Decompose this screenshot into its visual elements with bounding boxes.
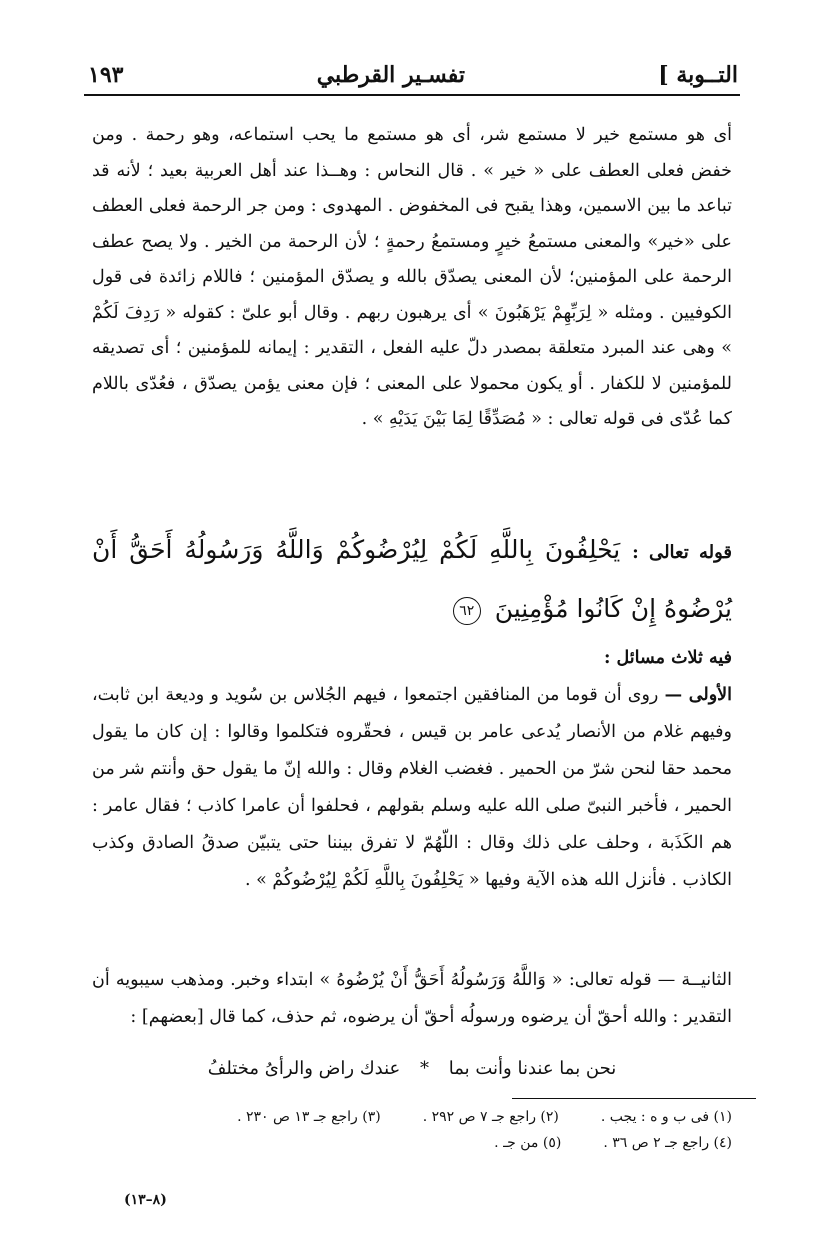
footnote-row <box>92 1130 732 1156</box>
poetry-hemistich-left: عندك راض والرأىُ مختلفُ <box>207 1058 401 1079</box>
verse-lead: قوله تعالى : <box>632 542 733 563</box>
page-number: ١٩٣ <box>88 62 124 88</box>
second-issue-text: « وَاللَّهُ وَرَسُولُهُ أَحَقُّ أَنْ يُرْضُوهُ » ابتداء وخبر. ومذهب سيبويه أن التقدير : والله أحقّ أن يرضوه ورسولُه أحقّ أن يرضوه، ثم حذف، كما قال [بعضهم] : <box>92 970 732 1027</box>
quran-verse <box>92 522 732 637</box>
footnote: (٣) راجع جـ ١٣ ص ٢٣٠ . <box>237 1109 381 1125</box>
section-title: التــوبة ] <box>658 62 738 88</box>
footnote: (٢) راجع جـ ٧ ص ٢٩٢ . <box>422 1109 559 1125</box>
verse-text: يَحْلِفُونَ بِاللَّهِ لَكُمْ لِيُرْضُوكُمْ وَاللَّهُ وَرَسُولُهُ أَحَقُّ أَنْ يُرْضُوهُ إِنْ كَانُوا مُؤْمِنِينَ <box>92 535 732 623</box>
first-issue-label: الأولى — <box>664 685 732 705</box>
poetry-separator: * <box>420 1058 430 1079</box>
footnote-rule <box>512 1098 756 1099</box>
first-issue-text: روى أن قوما من المنافقين اجتمعوا ، فيهم الجُلاس بن سُويد و وديعة ابن ثابت، وفيهم غلام من الأنصار يُدعى عامر بن قيس ، فحقّروه فتكلموا وقالوا : إن كان ما يقول محمد حقا لنحن شرّ من الحمير . فغضب الغلام وقال : والله إنّ ما يقول حق وأنتم شر من الحمير ، فأخبر النبىّ صلى الله عليه وسلم بقولهم ، فحلفوا أن عامرا كاذب ؛ فقال عامر : هم الكَذَبة ، وحلف على ذلك وقال : اللّهُمّ لا تفرق بيننا حتى يتبيّن صدقُ الصادق وكذب الكاذب . فأنزل الله هذه الآية وفيها « يَحْلِفُونَ بِاللَّهِ لَكُمْ لِيُرْضُوكُمْ » . <box>92 685 732 890</box>
poetry-hemistich-right: نحن بما عندنا وأنت بما <box>448 1058 617 1079</box>
first-issue <box>92 677 732 899</box>
commentary-top <box>92 118 732 438</box>
commentary-issues <box>92 640 732 899</box>
signature-mark: (٨–١٣) <box>124 1192 167 1208</box>
header-rule <box>84 94 740 96</box>
footnotes <box>92 1104 732 1156</box>
second-issue-label: الثانيــة — قوله تعالى: <box>568 970 732 990</box>
second-issue <box>92 962 732 1036</box>
book-title: تفسـير القرطبي <box>316 62 466 88</box>
poetry-verse <box>92 1052 732 1086</box>
footnote: (١) فى ب و ه : يجب . <box>600 1109 732 1125</box>
page-header <box>88 56 738 94</box>
verse-number-ornament: ٦٢ <box>453 597 481 625</box>
footnote: (٥) من جـ . <box>494 1135 562 1151</box>
paragraph: أى هو مستمع خير لا مستمع شر، أى هو مستمع ما يحب استماعه، وهو رحمة . ومن خفض فعلى العطف على « خير » . قال النحاس : وهــذا عند أهل العربية بعيد ؛ لأنه قد تباعد ما بين الاسمين، وهذا يقبح فى المخفوض . المهدوى : ومن جر الرحمة فعلى العطف على «خير» والمعنى مستمعُ خيرٍ ومستمعُ رحمةٍ ؛ لأن الرحمة من الخير . ولا يصح عطف الرحمة على المؤمنين؛ لأن المعنى يصدّق بالله و يصدّق المؤمنين ؛ فاللام زائدة فى قول الكوفيين . ومثله « لِرَبِّهِمْ يَرْهَبُونَ » أى يرهبون ربهم . وقال أبو علىّ : كقوله « رَدِفَ لَكُمْ » وهى عند المبرد متعلقة بمصدر دلّ عليه الفعل ، التقدير : إيمانه للمؤمنين ؛ أى تصديقه للمؤمنين لا للكفار . أو يكون محمولا على المعنى ؛ فإن معنى يؤمن يصدّق ، فعُدّى باللام كما عُدّى فى قوله تعالى : « مُصَدِّقًا لِمَا بَيْنَ يَدَيْهِ » . <box>92 125 732 429</box>
footnote: (٤) راجع جـ ٢ ص ٣٦ . <box>603 1135 732 1151</box>
footnote-row <box>92 1104 732 1130</box>
issues-heading: فيه ثلاث مسائل : <box>604 648 732 668</box>
commentary-second <box>92 962 732 1036</box>
